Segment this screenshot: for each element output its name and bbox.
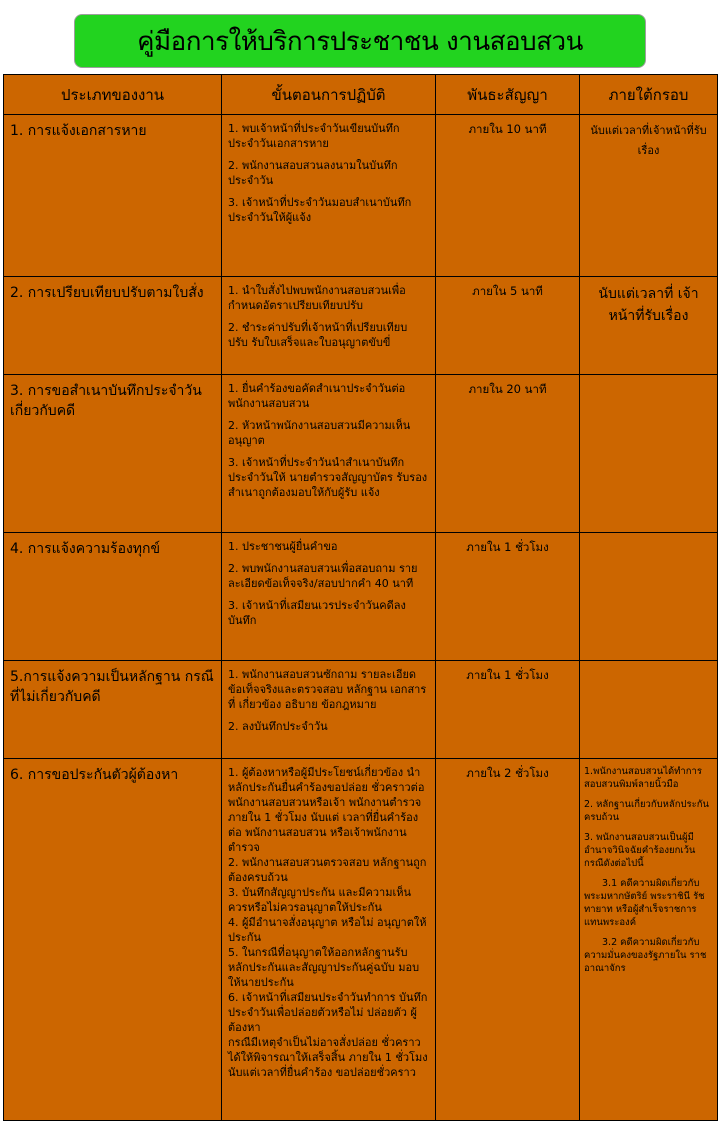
table-row bbox=[4, 375, 718, 533]
step: 1. พบเจ้าหน้าที่ประจำวันเขียนบันทึก ประจำวันเอกสารหาย bbox=[228, 122, 400, 150]
note: 2. หลักฐานเกี่ยวกับหลักประกัน ครบถ้วน bbox=[584, 799, 709, 823]
row-type: 1. การแจ้งเอกสารหาย bbox=[4, 115, 222, 277]
row-duration: ภายใน 1 ชั่วโมง bbox=[436, 533, 580, 661]
row-steps bbox=[222, 375, 436, 533]
step: 2. พนักงานสอบสวนลงนามในบันทึก ประจำวัน bbox=[228, 159, 398, 187]
row-frame bbox=[580, 661, 718, 759]
step: 3. บันทึกสัญญาประกัน และมีความเห็น ควรหรือไม่ควรอนุญาตให้ประกัน bbox=[228, 886, 411, 914]
row-duration: ภายใน 20 นาที bbox=[436, 375, 580, 533]
step: 1. ประชาชนผู้ยื่นคำขอ bbox=[228, 540, 338, 553]
row-frame bbox=[580, 533, 718, 661]
step: กรณีมีเหตุจำเป็นไม่อาจสั่งปล่อย ชั่วคราวได้ให้พิจารณาให้เสร็จสิ้น ภายใน 1 ชั่วโมง นับแต่เวลาที่ยื่นคำร้อง ขอปล่อยชั่วคราว bbox=[228, 1036, 428, 1079]
row-duration: ภายใน 2 ชั่วโมง bbox=[436, 759, 580, 1121]
table-row bbox=[4, 661, 718, 759]
row-type: 2. การเปรียบเทียบปรับตามใบสั่ง bbox=[4, 277, 222, 375]
row-duration: ภายใน 1 ชั่วโมง bbox=[436, 661, 580, 759]
title-banner bbox=[74, 14, 646, 68]
page-title: คู่มือการให้บริการประชาชน งานสอบสวน bbox=[137, 26, 583, 57]
table-row bbox=[4, 533, 718, 661]
table-row bbox=[4, 759, 718, 1121]
table-row bbox=[4, 277, 718, 375]
row-type: 5.การแจ้งความเป็นหลักฐาน กรณีที่ไม่เกี่ยวกับคดี bbox=[4, 661, 222, 759]
row-frame bbox=[580, 375, 718, 533]
header-steps: ขั้นตอนการปฏิบัติ bbox=[222, 75, 436, 115]
step: 1. นำใบสั่งไปพบพนักงานสอบสวนเพื่อ กำหนดอัตราเปรียบเทียบปรับ bbox=[228, 284, 406, 312]
header-type: ประเภทของงาน bbox=[4, 75, 222, 115]
step: 1. พนักงานสอบสวนซักถาม รายละเอียดข้อเท็จจริงและตรวจสอบ หลักฐาน เอกสารที่ เกี่ยวข้อง อธิบาย ข้อกฎหมาย bbox=[228, 668, 427, 711]
row-frame-notes bbox=[580, 759, 718, 1121]
row-type: 6. การขอประกันตัวผู้ต้องหา bbox=[4, 759, 222, 1121]
row-duration: ภายใน 10 นาที bbox=[436, 115, 580, 277]
table-row bbox=[4, 115, 718, 277]
step: 2. หัวหน้าพนักงานสอบสวนมีความเห็น อนุญาต bbox=[228, 419, 411, 447]
row-steps bbox=[222, 277, 436, 375]
note: 3. พนักงานสอบสวนเป็นผู้มี อำนาจวินิจฉัยคำร้องยกเว้น กรณีดังต่อไปนี้ bbox=[584, 832, 696, 869]
step: 2. ชำระค่าปรับที่เจ้าหน้าที่เปรียบเทียบ ปรับ รับใบเสร็จและใบอนุญาตขับขี่ bbox=[228, 321, 408, 349]
step: 4. ผู้มีอำนาจสั่งอนุญาต หรือไม่ อนุญาตให้ประกัน bbox=[228, 916, 427, 944]
row-steps bbox=[222, 759, 436, 1121]
step: 3. เจ้าหน้าที่ประจำวันนำสำเนาบันทึก ประจำวันให้ นายตำรวจสัญญาบัตร รับรองสำเนาถูกต้องมอบให้กับผู้รับ แจ้ง bbox=[228, 456, 428, 499]
header-duration: พันธะสัญญา bbox=[436, 75, 580, 115]
step: 2. พนักงานสอบสวนตรวจสอบ หลักฐานถูกต้องครบถ้วน bbox=[228, 856, 427, 884]
row-duration: ภายใน 5 นาที bbox=[436, 277, 580, 375]
header-row bbox=[4, 75, 718, 115]
row-frame: นับแต่เวลาที่ เจ้าหน้าที่รับเรื่อง bbox=[580, 277, 718, 375]
step: 5. ในกรณีที่อนุญาตให้ออกหลักฐานรับ หลักประกันและสัญญาประกันคู่ฉบับ มอบให้นายประกัน bbox=[228, 946, 420, 989]
note: 3.2 คดีความผิดเกี่ยวกับ ความมั่นคงของรัฐภายใน ราชอาณาจักร bbox=[584, 937, 707, 974]
row-type: 3. การขอสำเนาบันทึกประจำวัน เกี่ยวกับคดี bbox=[4, 375, 222, 533]
row-steps bbox=[222, 661, 436, 759]
step: 3. เจ้าหน้าที่ประจำวันมอบสำเนาบันทึก ประจำวันให้ผู้แจ้ง bbox=[228, 196, 412, 224]
step: 1. ผู้ต้องหาหรือผู้มีประโยชน์เกี่ยวข้อง นำหลักประกันยื่นคำร้องขอปล่อย ชั่วคราวต่อพนักงานสอบสวนหรือเจ้า พนักงานตำรวจ ภายใน 1 ชั่วโมง นับแต่ เวลาที่ยื่นคำร้องต่อ พนักงานสอบสวน หรือเจ้าพนักงานตำรวจ bbox=[228, 766, 425, 854]
step: 2. ลงบันทึกประจำวัน bbox=[228, 720, 328, 733]
step: 2. พบพนักงานสอบสวนเพื่อสอบถาม รายละเอียดข้อเท็จจริง/สอบปากคำ 40 นาที bbox=[228, 562, 418, 590]
header-frame: ภายใต้กรอบ bbox=[580, 75, 718, 115]
step: 1. ยื่นคำร้องขอคัดสำเนาประจำวันต่อ พนักงานสอบสวน bbox=[228, 382, 406, 410]
step: 3. เจ้าหน้าที่เสมียนเวรประจำวันคดีลง บันทึก bbox=[228, 599, 406, 627]
note: 1.พนักงานสอบสวนได้ทำการ สอบสวนพิมพ์ลายนิ้วมือ bbox=[584, 766, 702, 790]
row-steps bbox=[222, 533, 436, 661]
service-table bbox=[3, 74, 718, 1121]
row-frame: นับแต่เวลาที่เจ้าหน้าที่รับเรื่อง bbox=[580, 115, 718, 277]
row-type: 4. การแจ้งความร้องทุกข์ bbox=[4, 533, 222, 661]
note: 3.1 คดีความผิดเกี่ยวกับ พระมหากษัตริย์ พระราชินี รัช ทายาท หรือผู้สำเร็จราชการ แทนพระองค์ bbox=[584, 878, 705, 928]
row-steps bbox=[222, 115, 436, 277]
step: 6. เจ้าหน้าที่เสมียนประจำวันทำการ บันทึกประจำวันเพื่อปล่อยตัวหรือไม่ ปล่อยตัว ผู้ต้องหา bbox=[228, 991, 428, 1034]
